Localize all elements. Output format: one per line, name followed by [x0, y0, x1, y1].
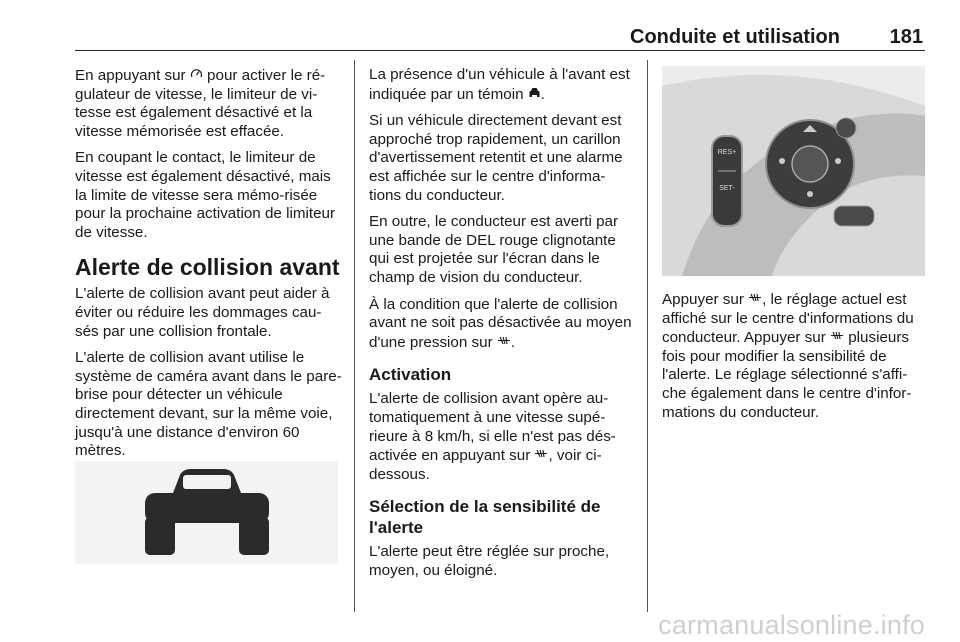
section-title: Conduite et utilisation — [630, 26, 840, 48]
text: Appuyer sur — [662, 291, 749, 308]
column-2 — [369, 66, 637, 588]
text: , voir ci-dessous. — [369, 447, 602, 483]
text: . — [510, 333, 516, 351]
paragraph: En outre, le conducteur est averti par une bande de DEL rouge clignotante qui est projetée sur l'écran dans le champ de vision du conducteur. — [369, 213, 619, 286]
steering-wheel-controls-image — [662, 66, 925, 276]
sensitivity-icon — [830, 328, 844, 347]
paragraph — [369, 390, 637, 484]
text: À la condition que l'alerte de collision avant ne soit pas désactivée au moyen d'une pression sur — [369, 295, 632, 351]
paragraph: L'alerte peut être réglée sur proche, moyen, ou éloigné. — [369, 543, 610, 579]
text: . — [540, 85, 545, 103]
set-label: SET- — [719, 185, 735, 192]
column-divider — [647, 60, 648, 612]
steering-wheel-illustration — [662, 66, 925, 276]
paragraph: Si un véhicule directement devant est approché trop rapidement, un carillon d'avertissement retentit et une alarme est affichée sur le centre d'informa-tions du conducteur. — [369, 112, 623, 204]
sensitivity-icon — [497, 333, 511, 352]
header-rule — [75, 50, 925, 51]
paragraph — [369, 66, 637, 104]
text: L'alerte de collision avant opère au-tomatiquement à une vitesse supé-rieure à 8 km/h, si elle n'est pas dés-activée en appuyant sur — [369, 390, 616, 465]
paragraph — [662, 290, 927, 422]
page-header — [75, 26, 925, 50]
column-3 — [662, 290, 927, 430]
text: , le réglage actuel est affiché sur le centre d'informations du conducteur. Appuyer sur — [662, 291, 914, 347]
paragraph: L'alerte de collision avant utilise le système de caméra avant dans le pare-brise pour détecter un véhicule directement devant, sur la même voie, jusqu'à une distance d'environ 60 mètres. — [75, 349, 342, 460]
watermark: carmanualsonline.info — [658, 610, 925, 640]
sensitivity-icon — [748, 290, 762, 309]
vehicle-ahead-icon — [75, 461, 338, 564]
subheading: Activation — [369, 365, 452, 385]
subheading: Sélection de la sensibilité de l'alerte — [369, 497, 601, 538]
paragraph — [75, 66, 343, 141]
page-number: 181 — [889, 26, 923, 48]
paragraph — [369, 296, 637, 353]
text: En appuyant sur — [75, 67, 190, 84]
column-1 — [75, 66, 343, 469]
paragraph: En coupant le contact, le limiteur de vitesse est également désactivé, mais la limite de vitesse sera mémo-risée pour la prochaine activation de limiteur de vitesse. — [75, 149, 336, 241]
text: La présence d'un véhicule à l'avant est indiquée par un témoin — [369, 66, 630, 103]
res-label: RES+ — [717, 149, 737, 156]
speed-limiter-icon — [190, 66, 203, 85]
text: pour activer le ré-gulateur de vitesse, le limiteur de vi-tesse est également désactivé et la vitesse mémorisée est effacée. — [75, 67, 326, 140]
vehicle-ahead-image — [75, 461, 338, 564]
sensitivity-icon — [534, 446, 548, 465]
section-heading: Alerte de collision avant — [75, 254, 340, 281]
car-icon — [528, 85, 541, 104]
column-divider — [354, 60, 355, 612]
paragraph: L'alerte de collision avant peut aider à éviter ou réduire les dommages cau-sés par une collision frontale. — [75, 285, 330, 340]
text: plusieurs fois pour modifier la sensibilité de l'alerte. Le réglage sélectionné s'affi-che également dans le centre d'infor-mations du conducteur. — [662, 329, 912, 421]
